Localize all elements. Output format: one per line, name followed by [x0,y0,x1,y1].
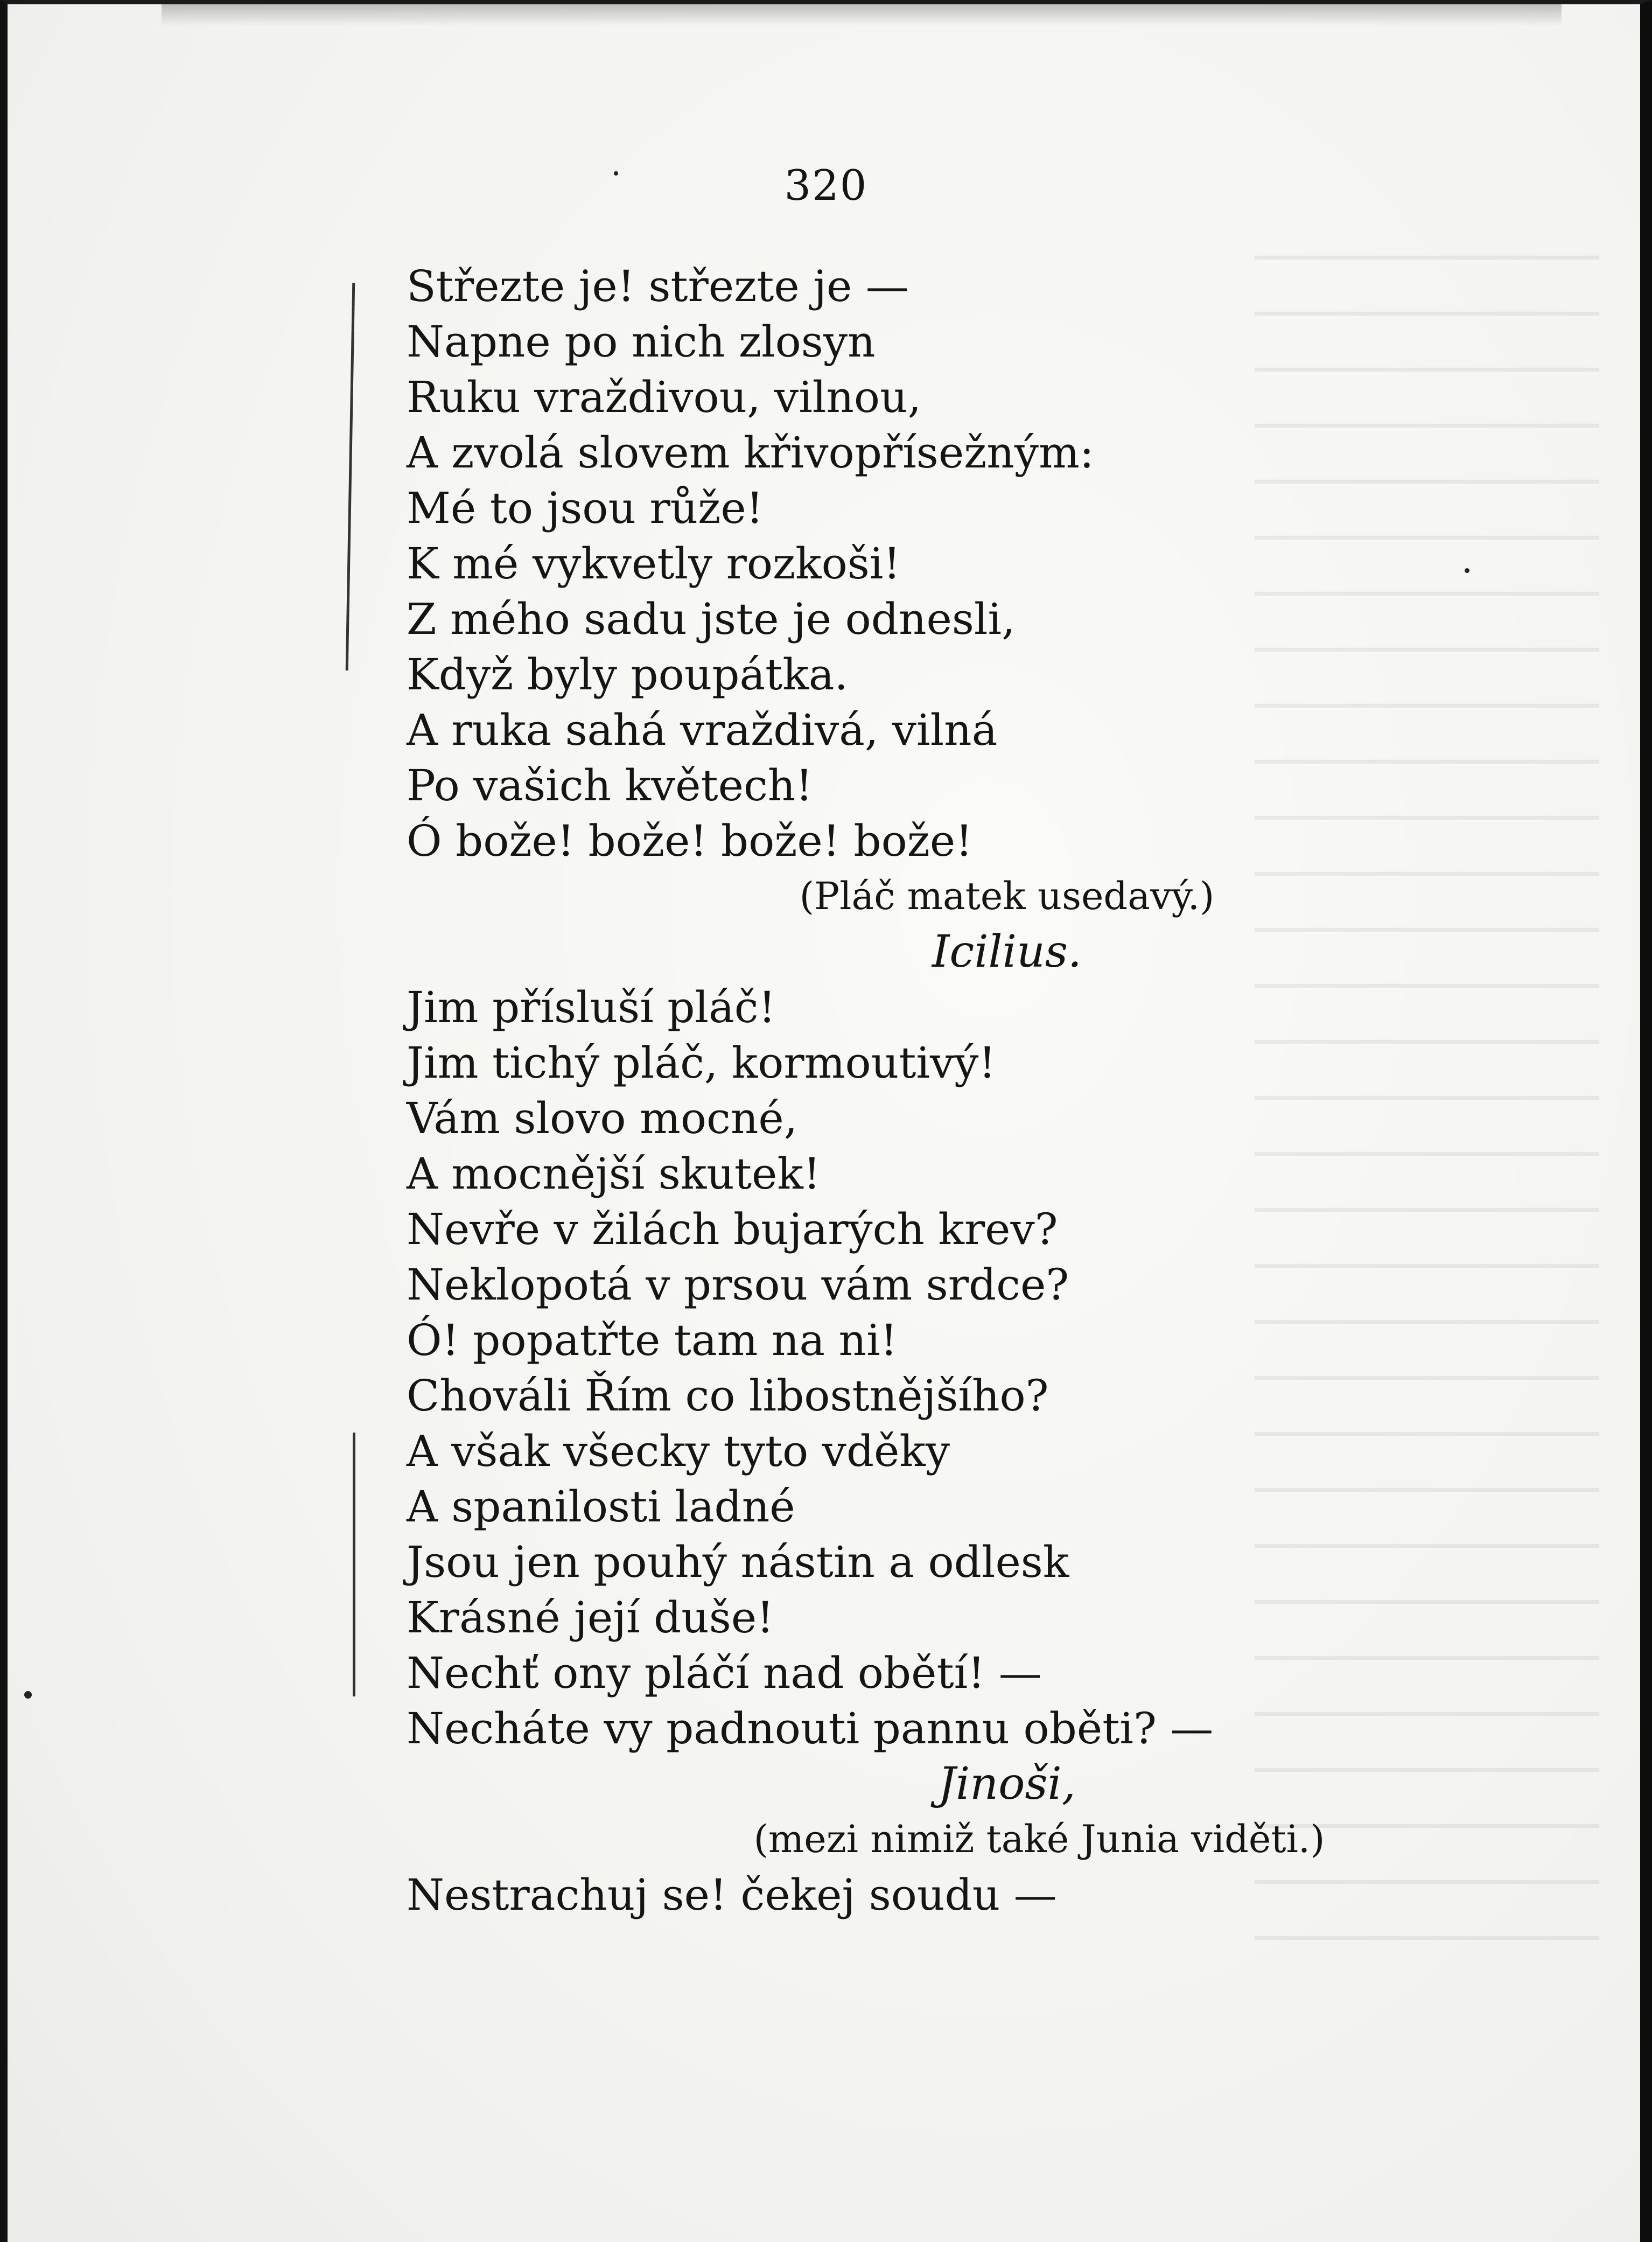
verse-line: Ó! popatřte tam na ni! [407,1315,898,1365]
verse-line: Jim přísluší pláč! [407,982,776,1032]
margin-pencil-line-bottom [353,1433,355,1696]
verse-line: Po vašich květech! [407,760,813,811]
verse-line: Nechť ony pláčí nad obětí! — [407,1648,1042,1698]
verse-line: Chováli Řím co libostnějšího? [407,1371,1049,1421]
verse-line: Jsou jen pouhý nástin a odlesk [407,1537,1069,1587]
stage-direction: (mezi nimiž také Junia viděti.) [753,1817,1325,1861]
poem-text [407,259,1473,1923]
page-number: 320 [784,162,868,210]
verse-line: Nestrachuj se! čekej soudu — [407,1870,1057,1920]
verse-line: Nevře v žilách bujarých krev? [407,1204,1058,1254]
verse-line: Napne po nich zlosyn [407,317,876,367]
verse-line: Neklopotá v prsou vám srdce? [407,1260,1069,1310]
verse-line: Z mého sadu jste je odnesli, [407,594,1016,644]
verse-line: Střezte je! střezte je — [407,261,909,311]
verse-line: Necháte vy padnouti pannu oběti? — [407,1703,1214,1754]
verse-line: Když byly poupátka. [407,649,848,700]
verse-line: A však všecky tyto vděky [407,1426,950,1476]
verse-line: Jim tichý pláč, kormoutivý! [407,1038,996,1088]
verse-line: Krásné její duše! [407,1593,774,1643]
verse-line: Ruku vraždivou, vilnou, [407,372,922,422]
verse-line: A ruka sahá vraždivá, vilná [407,705,998,755]
verse-line: Vám slovo mocné, [407,1093,798,1143]
ink-speck [24,1691,32,1699]
verse-line: Ó bože! bože! bože! bože! [407,816,973,866]
verse-line: A spanilosti ladné [407,1482,795,1532]
verse-line: K mé vykvetly rozkoši! [407,539,901,589]
speaker-name: Jinoši, [938,1758,1076,1810]
verse-line: Mé to jsou růže! [407,483,764,533]
stage-direction: (Pláč matek usedavý.) [799,874,1215,918]
scan-shadow [162,4,1562,26]
verse-line: A zvolá slovem křivopřísežným: [407,428,1094,478]
verse-line: A mocnější skutek! [407,1149,821,1199]
speaker-name: Icilius. [932,926,1082,977]
